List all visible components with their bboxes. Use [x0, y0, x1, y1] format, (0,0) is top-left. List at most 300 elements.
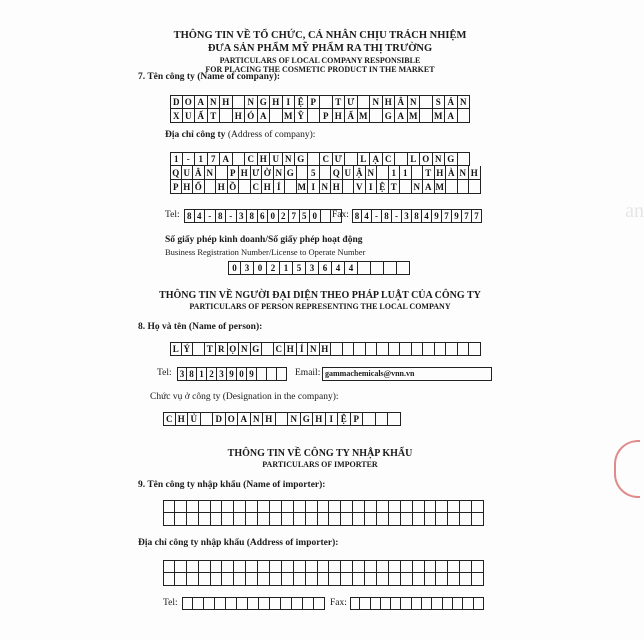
- char-box[interactable]: [435, 342, 447, 356]
- char-box[interactable]: D: [213, 412, 226, 426]
- char-box[interactable]: N: [433, 152, 446, 166]
- char-box[interactable]: [187, 500, 199, 513]
- char-box[interactable]: [365, 500, 377, 513]
- char-box[interactable]: Ư: [333, 152, 346, 166]
- char-box[interactable]: [413, 573, 425, 586]
- char-box[interactable]: [239, 180, 251, 194]
- char-box[interactable]: 3: [217, 367, 227, 381]
- char-box[interactable]: L: [358, 152, 371, 166]
- char-box[interactable]: -: [392, 209, 402, 223]
- char-box[interactable]: [285, 180, 297, 194]
- char-box[interactable]: Ư: [251, 166, 263, 180]
- char-box[interactable]: L: [170, 342, 182, 356]
- char-box[interactable]: [345, 152, 358, 166]
- char-box[interactable]: -: [372, 209, 382, 223]
- char-box[interactable]: [199, 500, 211, 513]
- char-box[interactable]: [187, 573, 199, 586]
- char-box[interactable]: S: [433, 95, 446, 109]
- char-box[interactable]: [282, 500, 294, 513]
- char-box[interactable]: [246, 560, 258, 573]
- char-box[interactable]: C: [383, 152, 396, 166]
- char-box[interactable]: M: [283, 109, 296, 123]
- char-box[interactable]: [303, 597, 314, 610]
- char-box[interactable]: Ỹ: [295, 109, 308, 123]
- char-box[interactable]: N: [251, 412, 264, 426]
- char-box[interactable]: [358, 261, 371, 275]
- char-box[interactable]: Ậ: [354, 166, 366, 180]
- char-box[interactable]: [365, 560, 377, 573]
- char-box[interactable]: [329, 560, 341, 573]
- char-box[interactable]: Â: [395, 95, 408, 109]
- char-box[interactable]: T: [205, 342, 217, 356]
- char-box[interactable]: 1: [170, 152, 183, 166]
- char-box[interactable]: [413, 500, 425, 513]
- char-box[interactable]: G: [295, 152, 308, 166]
- char-box[interactable]: 8: [216, 209, 227, 223]
- char-box[interactable]: [199, 560, 211, 573]
- char-box[interactable]: [234, 560, 246, 573]
- char-box[interactable]: 8: [187, 367, 197, 381]
- char-box[interactable]: Ạ: [370, 152, 383, 166]
- char-box[interactable]: 2: [279, 209, 290, 223]
- char-box[interactable]: [270, 573, 282, 586]
- char-box[interactable]: [358, 95, 371, 109]
- char-box[interactable]: H: [435, 166, 447, 180]
- char-box[interactable]: H: [285, 342, 297, 356]
- char-box[interactable]: [436, 573, 448, 586]
- char-box[interactable]: 4: [362, 209, 372, 223]
- char-box[interactable]: 6: [319, 261, 332, 275]
- char-box[interactable]: [270, 500, 282, 513]
- char-box[interactable]: Ủ: [188, 412, 201, 426]
- char-box[interactable]: 4: [422, 209, 432, 223]
- char-box[interactable]: A: [195, 95, 208, 109]
- char-box[interactable]: [258, 560, 270, 573]
- char-box[interactable]: [448, 513, 460, 526]
- char-box[interactable]: H: [262, 180, 274, 194]
- char-box[interactable]: Â: [193, 166, 205, 180]
- char-box[interactable]: N: [205, 166, 217, 180]
- char-box[interactable]: [436, 513, 448, 526]
- char-box[interactable]: [460, 560, 472, 573]
- char-box[interactable]: Í: [297, 342, 309, 356]
- char-box[interactable]: [371, 597, 381, 610]
- char-box[interactable]: 0: [254, 261, 267, 275]
- char-box[interactable]: O: [420, 152, 433, 166]
- char-box[interactable]: [389, 500, 401, 513]
- char-box[interactable]: [400, 180, 412, 194]
- char-box[interactable]: N: [288, 412, 301, 426]
- char-box[interactable]: [425, 513, 437, 526]
- char-box[interactable]: U: [270, 152, 283, 166]
- char-box[interactable]: N: [458, 166, 470, 180]
- char-box[interactable]: H: [239, 166, 251, 180]
- char-box[interactable]: [306, 500, 318, 513]
- char-box[interactable]: T: [208, 109, 221, 123]
- char-box[interactable]: [401, 560, 413, 573]
- char-box[interactable]: M: [358, 109, 371, 123]
- char-box[interactable]: [401, 500, 413, 513]
- person-email-field[interactable]: gammachemicals@vnn.vn: [322, 367, 492, 381]
- char-box[interactable]: P: [351, 412, 364, 426]
- char-box[interactable]: 2: [207, 367, 217, 381]
- char-box[interactable]: [294, 500, 306, 513]
- char-box[interactable]: 7: [208, 152, 221, 166]
- char-box[interactable]: [282, 573, 294, 586]
- char-box[interactable]: N: [283, 152, 296, 166]
- char-box[interactable]: Ờ: [262, 166, 274, 180]
- char-box[interactable]: [175, 513, 187, 526]
- char-box[interactable]: N: [412, 180, 424, 194]
- char-box[interactable]: [412, 342, 424, 356]
- char-box[interactable]: 7: [472, 209, 482, 223]
- person-name-cells[interactable]: [170, 342, 481, 356]
- char-box[interactable]: 9: [432, 209, 442, 223]
- char-box[interactable]: [267, 367, 277, 381]
- char-box[interactable]: M: [297, 180, 309, 194]
- char-box[interactable]: 8: [247, 209, 258, 223]
- char-box[interactable]: H: [383, 95, 396, 109]
- char-box[interactable]: N: [274, 166, 286, 180]
- char-box[interactable]: O: [226, 412, 239, 426]
- char-box[interactable]: [204, 597, 215, 610]
- char-box[interactable]: [401, 597, 411, 610]
- char-box[interactable]: [258, 500, 270, 513]
- importer-name-row-2[interactable]: [163, 513, 484, 526]
- char-box[interactable]: [318, 500, 330, 513]
- char-box[interactable]: G: [258, 95, 271, 109]
- char-box[interactable]: [376, 412, 389, 426]
- char-box[interactable]: [448, 573, 460, 586]
- importer-tel-cells[interactable]: [182, 597, 325, 610]
- char-box[interactable]: [474, 597, 484, 610]
- char-box[interactable]: [320, 95, 333, 109]
- char-box[interactable]: [353, 513, 365, 526]
- char-box[interactable]: T: [423, 166, 435, 180]
- char-box[interactable]: T: [389, 180, 401, 194]
- char-box[interactable]: [233, 152, 246, 166]
- char-box[interactable]: [187, 513, 199, 526]
- char-box[interactable]: [292, 597, 303, 610]
- char-box[interactable]: A: [445, 109, 458, 123]
- company-fax-cells[interactable]: [352, 209, 482, 223]
- char-box[interactable]: [318, 560, 330, 573]
- char-box[interactable]: G: [301, 412, 314, 426]
- char-box[interactable]: H: [469, 166, 481, 180]
- char-box[interactable]: [365, 573, 377, 586]
- char-box[interactable]: 1: [195, 152, 208, 166]
- char-box[interactable]: H: [320, 342, 332, 356]
- importer-fax-cells[interactable]: [350, 597, 484, 610]
- char-box[interactable]: [248, 597, 259, 610]
- char-box[interactable]: -: [205, 209, 216, 223]
- char-box[interactable]: [423, 342, 435, 356]
- char-box[interactable]: [469, 180, 481, 194]
- char-box[interactable]: [306, 513, 318, 526]
- char-box[interactable]: T: [333, 95, 346, 109]
- char-box[interactable]: [237, 597, 248, 610]
- char-box[interactable]: 7: [462, 209, 472, 223]
- char-box[interactable]: [215, 597, 226, 610]
- char-box[interactable]: N: [208, 95, 221, 109]
- char-box[interactable]: 3: [177, 367, 187, 381]
- char-box[interactable]: [294, 560, 306, 573]
- char-box[interactable]: [353, 573, 365, 586]
- char-box[interactable]: I: [326, 412, 339, 426]
- char-box[interactable]: [381, 597, 391, 610]
- char-box[interactable]: G: [251, 342, 263, 356]
- char-box[interactable]: [297, 166, 309, 180]
- char-box[interactable]: [343, 342, 355, 356]
- char-box[interactable]: P: [170, 180, 182, 194]
- char-box[interactable]: N: [370, 95, 383, 109]
- company-name-row-1[interactable]: [170, 95, 470, 109]
- char-box[interactable]: 1: [280, 261, 293, 275]
- char-box[interactable]: M: [408, 109, 421, 123]
- char-box[interactable]: [306, 560, 318, 573]
- char-box[interactable]: [469, 342, 481, 356]
- char-box[interactable]: N: [366, 166, 378, 180]
- char-box[interactable]: [472, 513, 484, 526]
- char-box[interactable]: [163, 513, 175, 526]
- char-box[interactable]: 2: [267, 261, 280, 275]
- char-box[interactable]: [258, 513, 270, 526]
- char-box[interactable]: Ư: [345, 95, 358, 109]
- char-box[interactable]: -: [226, 209, 237, 223]
- char-box[interactable]: U: [182, 166, 194, 180]
- char-box[interactable]: G: [445, 152, 458, 166]
- char-box[interactable]: 0: [310, 209, 321, 223]
- char-box[interactable]: [205, 180, 217, 194]
- char-box[interactable]: Ệ: [295, 95, 308, 109]
- char-box[interactable]: [233, 95, 246, 109]
- company-address-row-3[interactable]: [170, 180, 481, 194]
- char-box[interactable]: Ý: [182, 342, 194, 356]
- char-box[interactable]: H: [313, 412, 326, 426]
- char-box[interactable]: 0: [228, 261, 241, 275]
- char-box[interactable]: [363, 412, 376, 426]
- char-box[interactable]: [175, 500, 187, 513]
- char-box[interactable]: [199, 513, 211, 526]
- char-box[interactable]: Ệ: [377, 180, 389, 194]
- char-box[interactable]: D: [170, 95, 183, 109]
- char-box[interactable]: 3: [241, 261, 254, 275]
- char-box[interactable]: [395, 152, 408, 166]
- char-box[interactable]: [308, 109, 321, 123]
- char-box[interactable]: 0: [237, 367, 247, 381]
- char-box[interactable]: [320, 166, 332, 180]
- char-box[interactable]: G: [285, 166, 297, 180]
- company-address-row-2[interactable]: [170, 166, 481, 180]
- char-box[interactable]: Ồ: [228, 180, 240, 194]
- char-box[interactable]: [401, 573, 413, 586]
- char-box[interactable]: [270, 513, 282, 526]
- char-box[interactable]: [458, 109, 471, 123]
- char-box[interactable]: [425, 560, 437, 573]
- char-box[interactable]: [354, 342, 366, 356]
- char-box[interactable]: [318, 513, 330, 526]
- char-box[interactable]: [412, 597, 422, 610]
- char-box[interactable]: 5: [300, 209, 311, 223]
- char-box[interactable]: 8: [184, 209, 195, 223]
- char-box[interactable]: [360, 597, 370, 610]
- char-box[interactable]: [377, 342, 389, 356]
- char-box[interactable]: C: [245, 152, 258, 166]
- char-box[interactable]: U: [183, 109, 196, 123]
- char-box[interactable]: C: [320, 152, 333, 166]
- char-box[interactable]: [353, 560, 365, 573]
- char-box[interactable]: P: [320, 109, 333, 123]
- char-box[interactable]: [193, 597, 204, 610]
- char-box[interactable]: [401, 513, 413, 526]
- char-box[interactable]: [222, 513, 234, 526]
- char-box[interactable]: H: [333, 109, 346, 123]
- char-box[interactable]: C: [163, 412, 176, 426]
- char-box[interactable]: [193, 342, 205, 356]
- char-box[interactable]: [400, 342, 412, 356]
- char-box[interactable]: [341, 500, 353, 513]
- char-box[interactable]: [460, 513, 472, 526]
- char-box[interactable]: [234, 513, 246, 526]
- char-box[interactable]: [331, 342, 343, 356]
- char-box[interactable]: X: [170, 109, 183, 123]
- char-box[interactable]: [460, 573, 472, 586]
- char-box[interactable]: [246, 573, 258, 586]
- char-box[interactable]: [377, 500, 389, 513]
- char-box[interactable]: [246, 513, 258, 526]
- company-name-row-2[interactable]: [170, 109, 470, 123]
- char-box[interactable]: [448, 500, 460, 513]
- char-box[interactable]: [389, 560, 401, 573]
- char-box[interactable]: P: [308, 95, 321, 109]
- char-box[interactable]: [463, 597, 473, 610]
- char-box[interactable]: [222, 560, 234, 573]
- char-box[interactable]: Ó: [245, 109, 258, 123]
- char-box[interactable]: [422, 597, 432, 610]
- char-box[interactable]: [222, 573, 234, 586]
- char-box[interactable]: [201, 412, 214, 426]
- char-box[interactable]: C: [274, 342, 286, 356]
- char-box[interactable]: [246, 500, 258, 513]
- char-box[interactable]: [211, 513, 223, 526]
- char-box[interactable]: [425, 500, 437, 513]
- char-box[interactable]: [341, 573, 353, 586]
- char-box[interactable]: [175, 573, 187, 586]
- char-box[interactable]: [281, 597, 292, 610]
- char-box[interactable]: 3: [402, 209, 412, 223]
- char-box[interactable]: O: [183, 95, 196, 109]
- char-box[interactable]: Ố: [193, 180, 205, 194]
- char-box[interactable]: 9: [227, 367, 237, 381]
- char-box[interactable]: [294, 513, 306, 526]
- char-box[interactable]: 8: [352, 209, 362, 223]
- char-box[interactable]: [234, 573, 246, 586]
- char-box[interactable]: H: [176, 412, 189, 426]
- license-cells[interactable]: [228, 261, 410, 275]
- char-box[interactable]: 0: [268, 209, 279, 223]
- char-box[interactable]: [413, 513, 425, 526]
- char-box[interactable]: U: [343, 166, 355, 180]
- char-box[interactable]: [277, 367, 287, 381]
- char-box[interactable]: A: [258, 109, 271, 123]
- char-box[interactable]: [270, 597, 281, 610]
- char-box[interactable]: [353, 500, 365, 513]
- char-box[interactable]: N: [239, 342, 251, 356]
- char-box[interactable]: I: [366, 180, 378, 194]
- char-box[interactable]: H: [216, 180, 228, 194]
- char-box[interactable]: [343, 180, 355, 194]
- char-box[interactable]: P: [228, 166, 240, 180]
- char-box[interactable]: 5: [293, 261, 306, 275]
- char-box[interactable]: [222, 500, 234, 513]
- char-box[interactable]: [329, 500, 341, 513]
- char-box[interactable]: 6: [258, 209, 269, 223]
- char-box[interactable]: I: [308, 180, 320, 194]
- char-box[interactable]: 5: [308, 166, 320, 180]
- char-box[interactable]: H: [258, 152, 271, 166]
- char-box[interactable]: Ấ: [195, 109, 208, 123]
- char-box[interactable]: C: [251, 180, 263, 194]
- char-box[interactable]: [234, 500, 246, 513]
- char-box[interactable]: M: [435, 180, 447, 194]
- char-box[interactable]: [329, 573, 341, 586]
- char-box[interactable]: 7: [289, 209, 300, 223]
- char-box[interactable]: [436, 560, 448, 573]
- char-box[interactable]: N: [320, 180, 332, 194]
- char-box[interactable]: 3: [237, 209, 248, 223]
- char-box[interactable]: [341, 560, 353, 573]
- char-box[interactable]: [384, 261, 397, 275]
- char-box[interactable]: [314, 597, 325, 610]
- char-box[interactable]: H: [270, 95, 283, 109]
- char-box[interactable]: [389, 573, 401, 586]
- char-box[interactable]: L: [408, 152, 421, 166]
- char-box[interactable]: [321, 209, 332, 223]
- char-box[interactable]: 9: [247, 367, 257, 381]
- char-box[interactable]: [389, 342, 401, 356]
- char-box[interactable]: [472, 573, 484, 586]
- char-box[interactable]: [389, 513, 401, 526]
- char-box[interactable]: [308, 152, 321, 166]
- char-box[interactable]: [446, 180, 458, 194]
- char-box[interactable]: -: [183, 152, 196, 166]
- char-box[interactable]: [458, 342, 470, 356]
- char-box[interactable]: [420, 109, 433, 123]
- char-box[interactable]: [472, 500, 484, 513]
- char-box[interactable]: [458, 152, 471, 166]
- char-box[interactable]: [306, 573, 318, 586]
- char-box[interactable]: [163, 573, 175, 586]
- char-box[interactable]: [270, 560, 282, 573]
- char-box[interactable]: [365, 513, 377, 526]
- char-box[interactable]: N: [308, 342, 320, 356]
- char-box[interactable]: [432, 597, 442, 610]
- char-box[interactable]: N: [245, 95, 258, 109]
- char-box[interactable]: [187, 560, 199, 573]
- char-box[interactable]: [448, 560, 460, 573]
- char-box[interactable]: [341, 513, 353, 526]
- char-box[interactable]: [258, 573, 270, 586]
- char-box[interactable]: 1: [400, 166, 412, 180]
- char-box[interactable]: A: [423, 180, 435, 194]
- char-box[interactable]: [412, 166, 424, 180]
- char-box[interactable]: [270, 109, 283, 123]
- char-box[interactable]: 9: [452, 209, 462, 223]
- char-box[interactable]: [163, 500, 175, 513]
- char-box[interactable]: [391, 597, 401, 610]
- char-box[interactable]: I: [283, 95, 296, 109]
- char-box[interactable]: [397, 261, 410, 275]
